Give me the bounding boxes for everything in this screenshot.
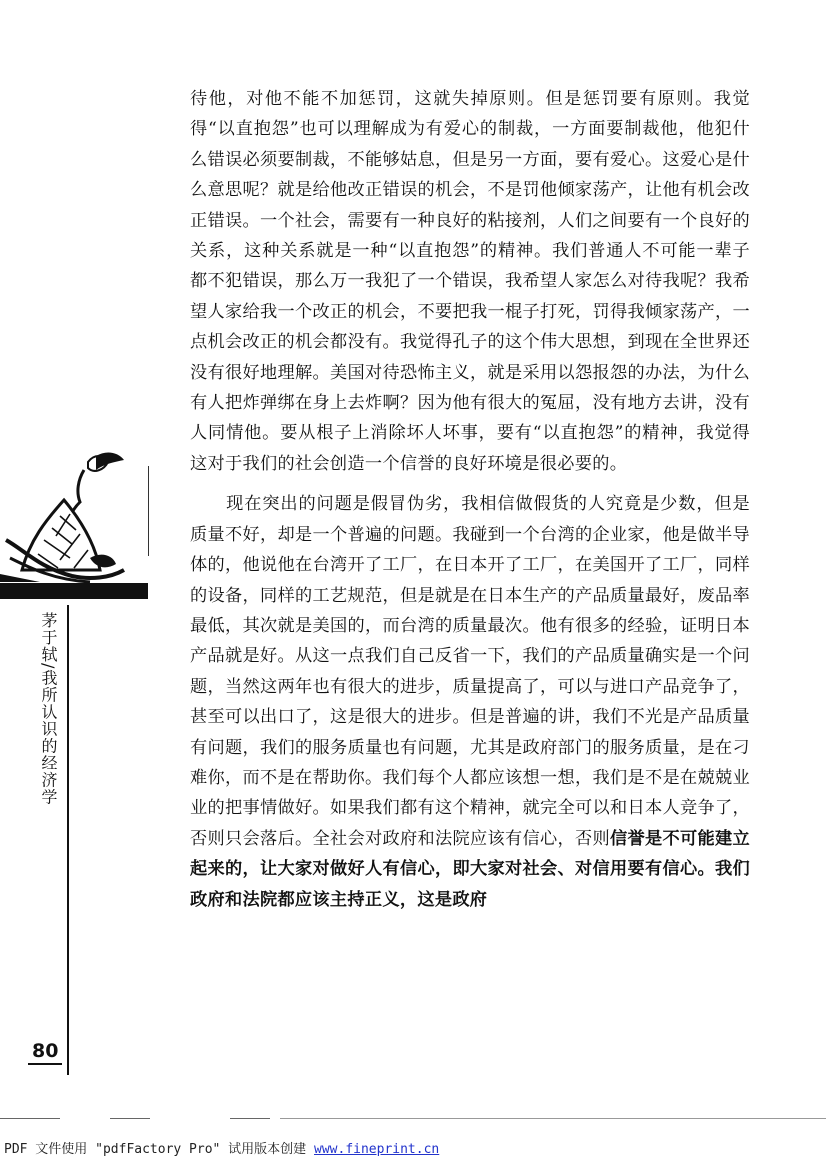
bird-emblem-icon bbox=[0, 440, 148, 590]
paragraph: 待他，对他不能不加惩罚，这就失掉原则。但是惩罚要有原则。我觉得“以直抱怨”也可以理解成为有爱心的制裁，一方面要制裁他，他犯什么错误必须要制裁，不能够姑息，但是另一方面，要有爱心。这爱心是什么意思呢？就是给他改正错误的机会，不是罚他倾家荡产，让他有机会改正错误。一个社会，需要有一种良好的粘接剂，人们之间要有一个良好的关系，这种关系就是一种“以直抱怨”的精神。我们普通人不可能一辈子都不犯错误，那么万一我犯了一个错误，我希望人家怎么对待我呢？我希望人家给我一个改正的机会，不要把我一棍子打死，罚得我倾家荡产，一点机会改正的机会都没有。我觉得孔子的这个伟大思想，到现在全世界还没有很好地理解。美国对待恐怖主义，就是采用以怨报怨的办法，为什么有人把炸弹绑在身上去炸啊？因为他有很大的冤屈，没有地方去讲，没有人同情他。要从根子上消除坏人坏事，要有“以直抱怨”的精神，我觉得这对于我们的社会创造一个信誉的良好环境是很必要的。 bbox=[190, 89, 750, 474]
pdf-footer bbox=[4, 1138, 439, 1157]
running-title: 茅于轼/我所认识的经济学 bbox=[39, 612, 58, 806]
paragraph bbox=[190, 489, 750, 915]
paragraph-text: 现在突出的问题是假冒伪劣，我相信做假货的人究竟是少数，但是质量不好，却是一个普遍的问题。我碰到一个台湾的企业家，他是做半导体的，他说他在台湾开了工厂，在日本开了工厂，在美国开了工厂，同样的设备，同样的工艺规范，但是就是在日本生产的产品质量最好，废品率最低，其次就是美国的，而台湾的质量最次。他有很多的经验，证明日本产品就是好。从这一点我们自己反省一下，我们的产品质量确实是一个问题，当然这两年也有很大的进步，质量提高了，可以与进口产品竞争了，甚至可以出口了，这是很大的进步。但是普遍的讲，我们不光是产品质量有问题，我们的服务质量也有问题，尤其是政府部门的服务质量，是在刁难你，而不是在帮助你。我们每个人都应该想一想，我们是不是在兢兢业业的把事情做好。如果我们都有这个精神，就完全可以和日本人竞争了，否则只会落后。全社会对政府和法院应该有信心，否则 bbox=[190, 494, 750, 849]
footer-link[interactable]: www.fineprint.cn bbox=[314, 1142, 440, 1157]
margin-rule bbox=[148, 466, 149, 556]
page-number: 80 bbox=[28, 1040, 62, 1065]
paragraph-bold-text: 信誉是不可能建立起来的，让大家对做好人有信心，即大家对社会、对信用要有信心。我们政府和法院都应该主持正义，这是政府 bbox=[190, 828, 751, 910]
body-text bbox=[190, 84, 750, 915]
footer-text: PDF 文件使用 "pdfFactory Pro" 试用版本创建 bbox=[4, 1142, 315, 1157]
sidebar-vertical-rule bbox=[67, 605, 69, 1075]
footer-rule bbox=[280, 1118, 826, 1119]
footer-rule bbox=[110, 1118, 150, 1119]
footer-rule bbox=[230, 1118, 270, 1119]
sidebar-black-bar bbox=[0, 583, 148, 599]
footer-rule bbox=[0, 1118, 60, 1119]
